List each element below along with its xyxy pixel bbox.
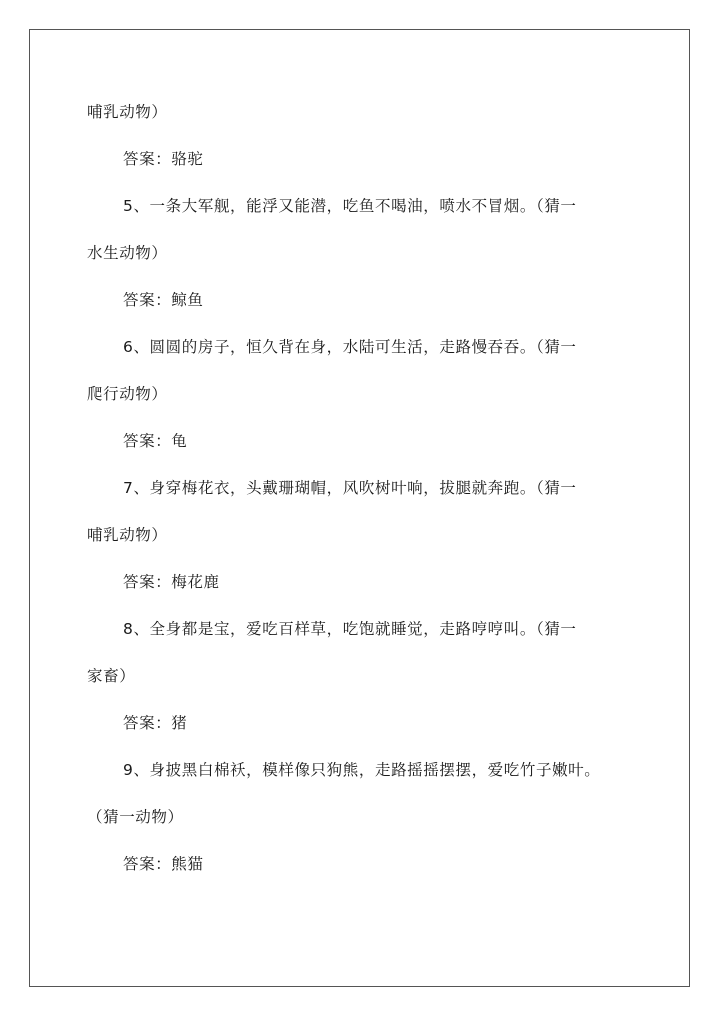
riddle-6-category-line: 爬行动物） [87,385,168,403]
answer-9: 答案：熊猫 [123,855,204,873]
riddle-5-category-line: 水生动物） [87,244,168,262]
answer-5: 答案：鲸鱼 [123,291,204,309]
riddle-4-category-line: 哺乳动物） [87,103,168,121]
riddle-7-category-line: 哺乳动物） [87,526,168,544]
answer-4: 答案：骆驼 [123,150,204,168]
answer-7: 答案：梅花鹿 [123,573,220,591]
answer-6: 答案：龟 [123,432,188,450]
riddle-5-text: 5、一条大军舰，能浮又能潜，吃鱼不喝油，喷水不冒烟。（猜一 [123,197,577,215]
riddle-8-category-line: 家畜） [87,667,136,685]
riddle-9-category-line: （猜一动物） [87,808,184,826]
riddle-8-text: 8、全身都是宝，爱吃百样草，吃饱就睡觉，走路哼哼叫。（猜一 [123,620,577,638]
riddle-6-text: 6、圆圆的房子，恒久背在身，水陆可生活，走路慢吞吞。（猜一 [123,338,577,356]
answer-8: 答案：猪 [123,714,188,732]
riddle-9-text: 9、身披黑白棉袄，模样像只狗熊，走路摇摇摆摆，爱吃竹子嫩叶。 [123,761,601,779]
page-border [29,29,690,987]
riddle-7-text: 7、身穿梅花衣，头戴珊瑚帽，风吹树叶响，拔腿就奔跑。（猜一 [123,479,577,497]
